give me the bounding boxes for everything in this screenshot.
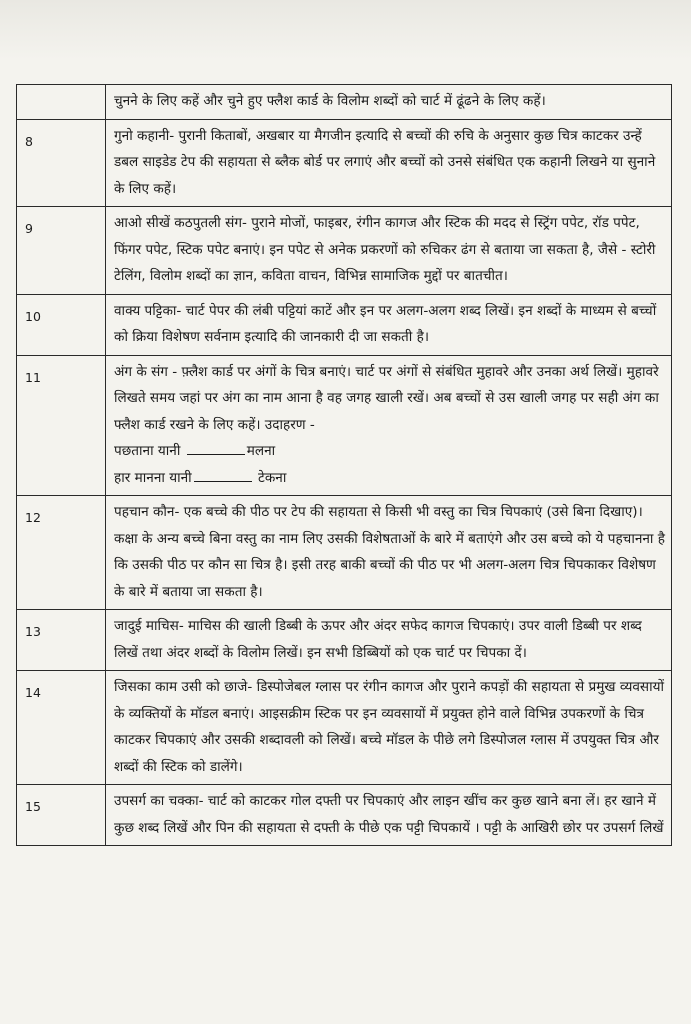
row-text: आओ सीखें कठपुतली संग- पुराने मोजों, फाइबर, रंगीन कागज और स्टिक की मदद से स्ट्रिंग पपेट, रॉड पपेट, फिंगर पपेट, स्टिक पपेट बनाएं। इन पपेट से अनेक प्रकरणों को रुचिकर ढंग से बताया जा सकता है, जैसे - स्टोरी टेलिंग, विलोम शब्दों का ज्ञान, कविता वाचन, विभिन्न सामाजिक मुद्दों पर बातचीत। [106, 207, 672, 295]
table-row [17, 207, 672, 295]
row-text: जादुई माचिस- माचिस की खाली डिब्बी के ऊपर और अंदर सफेद कागज चिपकाएं। उपर वाली डिब्बी पर शब्द लिखें तथा अंदर शब्दों के विलोम लिखें। इन सभी डिब्बियों को एक चार्ट पर चिपका दें। [106, 610, 672, 671]
row-number: 15 [17, 785, 106, 846]
row-number: 9 [17, 207, 106, 295]
activities-table [16, 84, 672, 846]
table-row [17, 785, 672, 846]
row-number: 14 [17, 671, 106, 785]
row-number: 11 [17, 355, 106, 496]
example-1-start: पछताना यानी [114, 443, 181, 459]
table-row [17, 119, 672, 207]
table-row [17, 496, 672, 610]
example-line-1 [114, 438, 665, 465]
page-top-shadow [0, 0, 691, 60]
row-number: 13 [17, 610, 106, 671]
row-text: चुनने के लिए कहें और चुने हुए फ्लैश कार्ड के विलोम शब्दों को चार्ट में ढूंढने के लिए कहें। [106, 85, 672, 120]
row-text: पहचान कौन- एक बच्चे की पीठ पर टेप की सहायता से किसी भी वस्तु का चित्र चिपकाएं (उसे बिना दिखाए)। कक्षा के अन्य बच्चे बिना वस्तु का नाम लिए उसकी विशेषताओं के बारे में बताएंगे और उस बच्चे को ये पहचानना है कि उसकी पीठ पर कौन सा चित्र है। इसी तरह बाकी बच्चों की पीठ पर भी अलग-अलग चित्र चिपकाकर विशेषण के बारे में बताया जा सकता है। [106, 496, 672, 610]
blank-line [187, 440, 245, 455]
table-row [17, 671, 672, 785]
row-number: 8 [17, 119, 106, 207]
row-text: उपसर्ग का चक्का- चार्ट को काटकर गोल दफ्ती पर चिपकाएं और लाइन खींच कर कुछ खाने बना लें। हर खाने में कुछ शब्द लिखें और पिन की सहायता से दफ्ती के पीछे एक पट्टी चिपकायें । पट्टी के आखिरी छोर पर उपसर्ग लिखें [106, 785, 672, 846]
example-line-2 [114, 465, 665, 492]
blank-line [194, 467, 252, 482]
row-text: गुनो कहानी- पुरानी किताबों, अखबार या मैगजीन इत्यादि से बच्चों की रुचि के अनुसार कुछ चित्र काटकर उन्हें डबल साइडेड टेप की सहायता से ब्लैक बोर्ड पर लगाएं और बच्चों को उनसे संबंधित एक कहानी लिखने या सुनाने के लिए कहें। [106, 119, 672, 207]
row-text: जिसका काम उसी को छाजे- डिस्पोजेबल ग्लास पर रंगीन कागज और पुराने कपड़ों की सहायता से प्रमुख व्यवसायों के व्यक्तियों के मॉडल बनाएं। आइसक्रीम स्टिक पर इन व्यवसायों में प्रयुक्त होने वाले विभिन्न उपकरणों के चित्र काटकर चिपकाएं और उसकी शब्दावली को लिखें। बच्चे मॉडल के पीछे लगे डिस्पोजल ग्लास में उपयुक्त चित्र और शब्दों की स्टिक को डालेंगे। [106, 671, 672, 785]
example-2-start: हार मानना यानी [114, 469, 192, 486]
row-number: 10 [17, 294, 106, 355]
row-number [17, 85, 106, 120]
example-2-end: टेकना [258, 469, 287, 486]
table-row [17, 294, 672, 355]
row-text: वाक्य पट्टिका- चार्ट पेपर की लंबी पट्टियां काटें और इन पर अलग-अलग शब्द लिखें। इन शब्दों के माध्यम से बच्चों को क्रिया विशेषण सर्वनाम इत्यादि की जानकारी दी जा सकती है। [106, 294, 672, 355]
row-text-with-examples [106, 355, 672, 496]
table-row [17, 85, 672, 120]
table-row [17, 610, 672, 671]
table-row [17, 355, 672, 496]
example-1-end: मलना [246, 443, 276, 459]
row-text: अंग के संग - फ़्लैश कार्ड पर अंगों के चित्र बनाएं। चार्ट पर अंगों से संबंधित मुहावरे और उनका अर्थ लिखें। मुहावरे लिखते समय जहां पर अंग का नाम आना है वह जगह खाली रखें। अब बच्चों से उस खाली जगह पर सही अंग का फ्लैश कार्ड रखने के लिए कहें। उदाहरण - [114, 363, 659, 433]
row-number: 12 [17, 496, 106, 610]
